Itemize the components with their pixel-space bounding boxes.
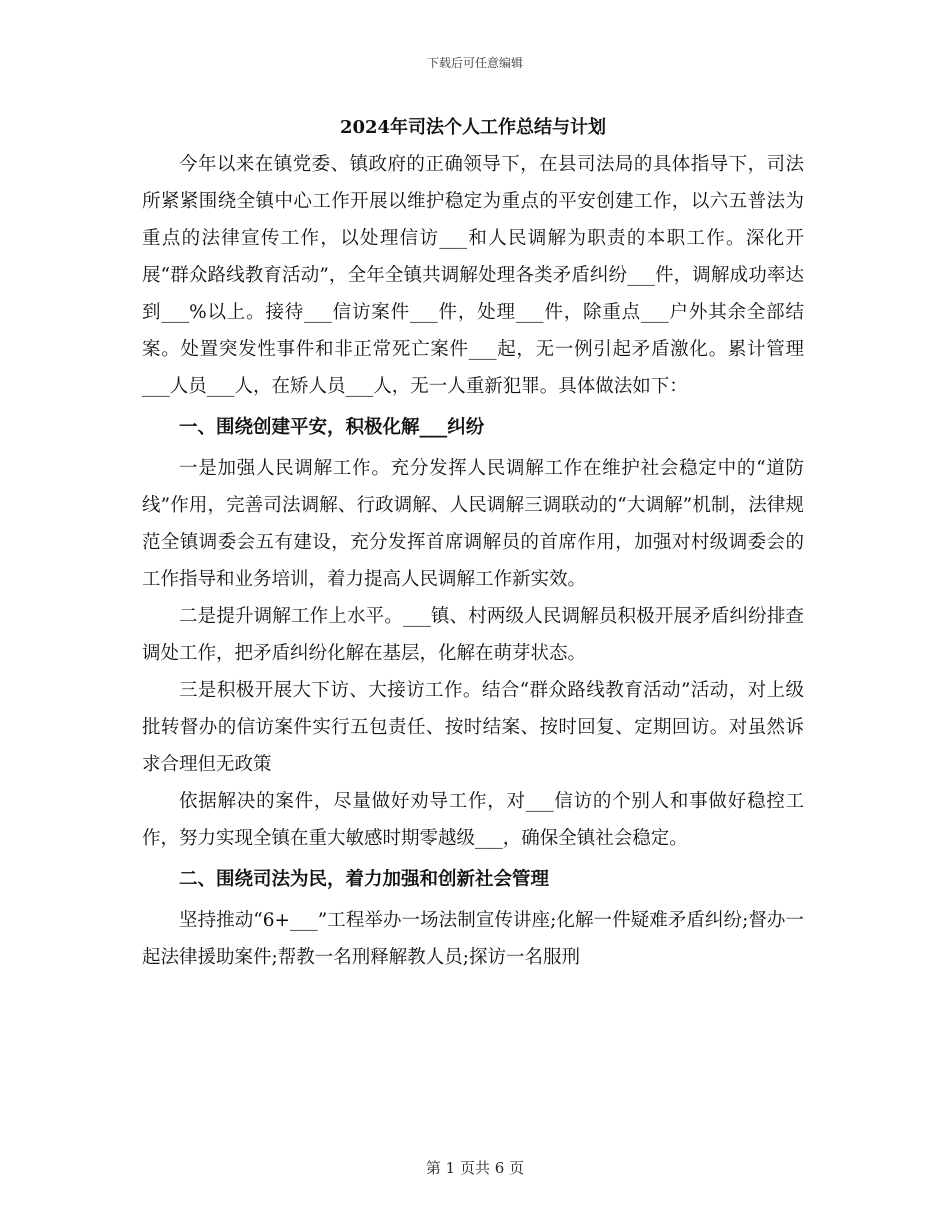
section2-paragraph-1: 坚持推动“6+___”工程举办一场法制宣传讲座;化解一件疑难矛盾纠纷;督办一起法律援助案件;帮教一名刑释解教人员;探访一名服刑: [142, 910, 804, 968]
section1-paragraph-2: 二是提升调解工作上水平。___镇、村两级人民调解员积极开展矛盾纠纷排查调处工作，把矛盾纠纷化解在基层，化解在萌芽状态。: [142, 606, 804, 664]
section-heading-2: 二、围绕司法为民，着力加强和创新社会管理: [179, 869, 550, 890]
page-number: 第 1 页共 6 页: [425, 1159, 525, 1177]
document-body: [142, 114, 804, 976]
document-title: 2024年司法个人工作总结与计划: [339, 117, 607, 138]
header-note: 下载后可任意编辑: [426, 56, 523, 70]
section1-paragraph-1: 一是加强人民调解工作。充分发挥人民调解工作在维护社会稳定中的“道防线”作用，完善司法调解、行政调解、人民调解三调联动的“大调解”机制，法律规范全镇调委会五有建设，充分发挥首席调解员的首席作用，加强对村级调委会的工作指导和业务培训，着力提高人民调解工作新实效。: [142, 458, 804, 590]
section1-paragraph-4: 依据解决的案件，尽量做好劝导工作，对___信访的个别人和事做好稳控工作，努力实现全镇在重大敏感时期零越级___，确保全镇社会稳定。: [142, 791, 804, 849]
section-heading-1: 一、围绕创建平安，积极化解___纠纷: [179, 417, 485, 438]
section1-paragraph-3: 三是积极开展大下访、大接访工作。结合“群众路线教育活动”活动，对上级批转督办的信访案件实行五包责任、按时结案、按时回复、定期回访。对虽然诉求合理但无政策: [142, 680, 804, 775]
intro-paragraph: 今年以来在镇党委、镇政府的正确领导下，在县司法局的具体指导下，司法所紧紧围绕全镇中心工作开展以维护稳定为重点的平安创建工作，以六五普法为重点的法律宣传工作，以处理信访___和人民调解为职责的本职工作。深化开展“群众路线教育活动”，全年全镇共调解处理各类矛盾纠纷___件，调解成功率达到___%以上。接待___信访案件___件，处理___件，除重点___户外其余全部结案。处置突发性事件和非正常死亡案件___起，无一例引起矛盾激化。累计管理___人员___人，在矫人员___人，无一人重新犯罪。具体做法如下：: [142, 154, 804, 397]
